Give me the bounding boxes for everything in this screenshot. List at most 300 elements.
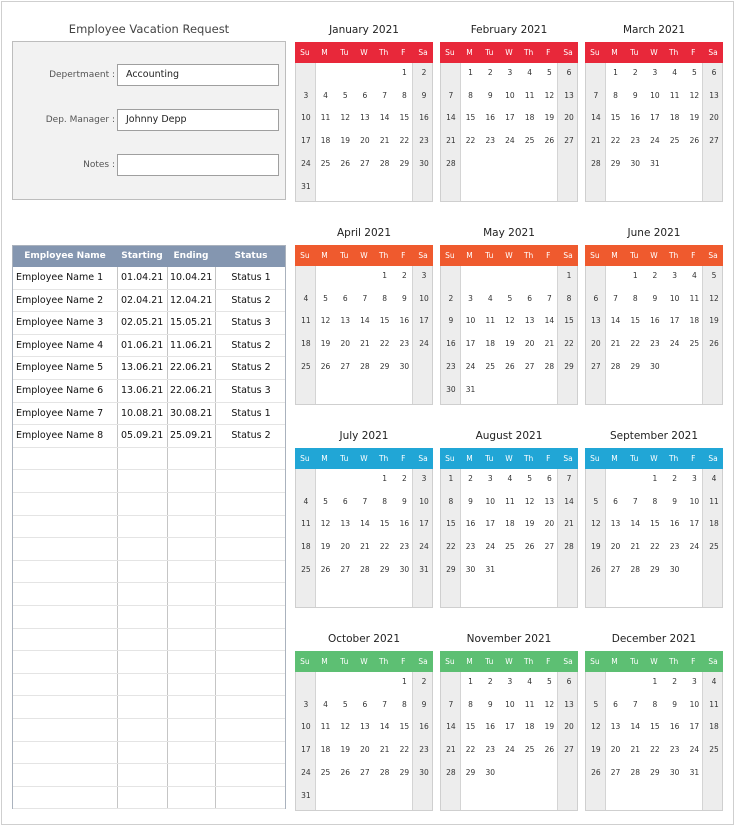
day-cell[interactable]: 31 (301, 181, 311, 191)
day-cell[interactable]: 16 (485, 113, 495, 123)
day-cell[interactable]: 27 (524, 361, 535, 371)
day-cell[interactable]: 4 (303, 293, 309, 303)
day-cell[interactable]: 7 (448, 699, 454, 709)
day-cell[interactable]: 14 (379, 722, 390, 732)
day-cell[interactable]: 21 (360, 339, 370, 349)
day-cell[interactable]: 5 (593, 496, 599, 506)
day-cell[interactable]: 23 (419, 136, 429, 146)
day-cell[interactable]: 26 (320, 564, 331, 574)
day-cell[interactable]: 7 (632, 496, 638, 506)
day-cell[interactable]: 12 (544, 699, 555, 709)
day-cell[interactable]: 30 (465, 564, 476, 574)
day-cell[interactable]: 2 (468, 474, 473, 483)
day-cell[interactable]: 8 (468, 699, 473, 709)
day-cell[interactable]: 1 (468, 68, 473, 77)
day-cell[interactable]: 25 (320, 158, 331, 168)
day-cell[interactable]: 25 (524, 136, 535, 146)
day-cell[interactable]: 10 (419, 293, 429, 303)
day-cell[interactable]: 4 (323, 699, 328, 709)
day-cell[interactable]: 7 (593, 90, 599, 100)
day-cell[interactable]: 9 (401, 293, 407, 303)
day-cell[interactable]: 30 (446, 384, 456, 394)
day-cell[interactable]: 29 (610, 158, 621, 168)
day-cell[interactable]: 29 (446, 564, 456, 574)
day-cell[interactable]: 13 (610, 722, 621, 732)
day-cell[interactable]: 9 (421, 90, 427, 100)
day-cell[interactable]: 25 (320, 767, 331, 777)
day-cell[interactable]: 12 (591, 722, 601, 732)
day-cell[interactable]: 13 (340, 316, 350, 326)
day-cell[interactable]: 8 (632, 293, 638, 303)
day-cell[interactable]: 10 (465, 316, 476, 326)
day-cell[interactable]: 17 (485, 519, 495, 529)
day-cell[interactable]: 9 (487, 699, 493, 709)
day-cell[interactable]: 18 (505, 519, 515, 529)
day-cell[interactable]: 20 (709, 113, 719, 123)
day-cell[interactable]: 22 (446, 542, 456, 552)
day-cell[interactable]: 8 (448, 496, 454, 506)
day-cell[interactable]: 10 (689, 496, 700, 506)
day-cell[interactable]: 26 (544, 136, 555, 146)
day-cell[interactable]: 16 (399, 519, 410, 529)
day-cell[interactable]: 25 (505, 542, 515, 552)
day-cell[interactable]: 30 (399, 361, 410, 371)
day-cell[interactable]: 24 (301, 158, 311, 168)
day-cell[interactable]: 18 (320, 136, 331, 146)
day-cell[interactable]: 24 (505, 745, 515, 755)
day-cell[interactable]: 4 (303, 496, 309, 506)
day-cell[interactable]: 7 (382, 90, 388, 100)
day-cell[interactable]: 7 (382, 699, 388, 709)
day-cell[interactable]: 27 (610, 767, 621, 777)
day-cell[interactable]: 24 (650, 136, 660, 146)
day-cell[interactable]: 31 (465, 384, 476, 394)
day-cell[interactable]: 10 (301, 722, 311, 732)
day-cell[interactable]: 8 (401, 699, 407, 709)
day-cell[interactable]: 7 (362, 496, 368, 506)
day-cell[interactable]: 21 (564, 519, 574, 529)
day-cell[interactable]: 23 (399, 542, 410, 552)
day-cell[interactable]: 22 (630, 339, 640, 349)
day-cell[interactable]: 5 (546, 68, 552, 77)
day-cell[interactable]: 6 (546, 474, 552, 483)
day-cell[interactable]: 30 (669, 564, 680, 574)
day-cell[interactable]: 15 (564, 316, 574, 326)
day-cell[interactable]: 18 (320, 745, 331, 755)
day-cell[interactable]: 9 (487, 90, 493, 100)
day-cell[interactable]: 29 (379, 564, 390, 574)
day-cell[interactable]: 15 (446, 519, 456, 529)
day-cell[interactable]: 25 (301, 564, 311, 574)
day-cell[interactable]: 21 (446, 136, 456, 146)
day-cell[interactable]: 10 (505, 90, 515, 100)
day-cell[interactable]: 8 (382, 496, 388, 506)
day-cell[interactable]: 22 (465, 745, 476, 755)
day-cell[interactable]: 20 (564, 722, 574, 732)
day-cell[interactable]: 28 (630, 564, 640, 574)
day-cell[interactable]: 7 (632, 699, 638, 709)
day-cell[interactable]: 27 (340, 564, 350, 574)
day-cell[interactable]: 29 (630, 361, 640, 371)
day-cell[interactable]: 18 (689, 316, 700, 326)
day-cell[interactable]: 15 (650, 519, 660, 529)
day-cell[interactable]: 13 (340, 519, 350, 529)
day-cell[interactable]: 16 (419, 113, 429, 123)
day-cell[interactable]: 7 (448, 90, 454, 100)
day-cell[interactable]: 29 (650, 767, 660, 777)
day-cell[interactable]: 28 (360, 564, 370, 574)
day-cell[interactable]: 22 (650, 745, 660, 755)
day-cell[interactable]: 4 (711, 474, 717, 483)
day-cell[interactable]: 13 (544, 496, 555, 506)
day-cell[interactable]: 15 (399, 113, 410, 123)
day-cell[interactable]: 28 (564, 542, 574, 552)
day-cell[interactable]: 31 (650, 158, 660, 168)
day-cell[interactable]: 4 (487, 293, 493, 303)
day-cell[interactable]: 11 (485, 316, 495, 326)
day-cell[interactable]: 31 (689, 767, 700, 777)
day-cell[interactable]: 21 (446, 745, 456, 755)
day-cell[interactable]: 14 (564, 496, 574, 506)
day-cell[interactable]: 11 (301, 316, 311, 326)
day-cell[interactable]: 24 (301, 767, 311, 777)
day-cell[interactable]: 24 (485, 542, 495, 552)
day-cell[interactable]: 16 (650, 316, 660, 326)
day-cell[interactable]: 20 (360, 745, 370, 755)
day-cell[interactable]: 2 (421, 68, 427, 77)
day-cell[interactable]: 6 (342, 293, 348, 303)
day-cell[interactable]: 31 (419, 564, 429, 574)
day-cell[interactable]: 4 (711, 677, 717, 686)
day-cell[interactable]: 4 (527, 68, 533, 77)
day-cell[interactable]: 20 (591, 339, 601, 349)
day-cell[interactable]: 28 (379, 158, 390, 168)
day-cell[interactable]: 6 (711, 68, 717, 77)
day-cell[interactable]: 28 (610, 361, 621, 371)
day-cell[interactable]: 4 (323, 90, 328, 100)
day-cell[interactable]: 15 (630, 316, 640, 326)
day-cell[interactable]: 24 (689, 745, 700, 755)
day-cell[interactable]: 2 (448, 293, 454, 303)
day-cell[interactable]: 7 (613, 293, 618, 303)
day-cell[interactable]: 2 (421, 677, 427, 686)
day-cell[interactable]: 14 (610, 316, 621, 326)
day-cell[interactable]: 19 (320, 542, 331, 552)
day-cell[interactable]: 23 (630, 136, 640, 146)
day-cell[interactable]: 15 (465, 722, 476, 732)
day-cell[interactable]: 3 (691, 474, 697, 483)
day-cell[interactable]: 18 (669, 113, 680, 123)
day-cell[interactable]: 30 (399, 564, 410, 574)
day-cell[interactable]: 30 (630, 158, 640, 168)
day-cell[interactable]: 26 (340, 158, 350, 168)
day-cell[interactable]: 20 (340, 339, 350, 349)
day-cell[interactable]: 21 (360, 542, 370, 552)
day-cell[interactable]: 15 (650, 722, 660, 732)
day-cell[interactable]: 21 (379, 136, 390, 146)
day-cell[interactable]: 15 (399, 722, 410, 732)
day-cell[interactable]: 13 (610, 519, 621, 529)
day-cell[interactable]: 24 (669, 339, 680, 349)
day-cell[interactable]: 1 (401, 677, 407, 686)
day-cell[interactable]: 18 (301, 339, 311, 349)
day-cell[interactable]: 15 (465, 113, 476, 123)
day-cell[interactable]: 25 (669, 136, 680, 146)
day-cell[interactable]: 8 (382, 293, 388, 303)
day-cell[interactable]: 3 (468, 293, 473, 303)
day-cell[interactable]: 30 (669, 767, 680, 777)
day-cell[interactable]: 5 (323, 496, 328, 506)
day-cell[interactable]: 18 (301, 542, 311, 552)
day-cell[interactable]: 9 (448, 316, 454, 326)
day-cell[interactable]: 13 (564, 90, 574, 100)
day-cell[interactable]: 26 (591, 564, 601, 574)
day-cell[interactable]: 26 (320, 361, 331, 371)
day-cell[interactable]: 16 (465, 519, 476, 529)
day-cell[interactable]: 12 (320, 519, 331, 529)
day-cell[interactable]: 1 (401, 68, 407, 77)
day-cell[interactable]: 27 (564, 745, 574, 755)
day-cell[interactable]: 29 (564, 361, 574, 371)
day-cell[interactable]: 20 (360, 136, 370, 146)
day-cell[interactable]: 5 (507, 293, 513, 303)
day-cell[interactable]: 24 (419, 339, 429, 349)
day-cell[interactable]: 6 (566, 68, 572, 77)
day-cell[interactable]: 11 (709, 496, 719, 506)
day-cell[interactable]: 23 (419, 745, 429, 755)
day-cell[interactable]: 5 (527, 474, 533, 483)
day-cell[interactable]: 11 (709, 699, 719, 709)
day-cell[interactable]: 19 (340, 136, 350, 146)
day-cell[interactable]: 30 (419, 158, 429, 168)
day-cell[interactable]: 3 (421, 271, 427, 280)
day-cell[interactable]: 17 (505, 113, 515, 123)
day-cell[interactable]: 14 (544, 316, 555, 326)
day-cell[interactable]: 4 (527, 677, 533, 686)
day-cell[interactable]: 16 (419, 722, 429, 732)
day-cell[interactable]: 27 (360, 158, 370, 168)
day-cell[interactable]: 19 (320, 339, 331, 349)
day-cell[interactable]: 11 (320, 113, 331, 123)
day-cell[interactable]: 23 (399, 339, 410, 349)
day-cell[interactable]: 9 (672, 699, 678, 709)
day-cell[interactable]: 8 (566, 293, 572, 303)
day-cell[interactable]: 3 (507, 677, 513, 686)
day-cell[interactable]: 7 (362, 293, 368, 303)
day-cell[interactable]: 22 (650, 542, 660, 552)
day-cell[interactable]: 21 (610, 339, 621, 349)
manager-field[interactable]: Johnny Depp (117, 109, 279, 131)
day-cell[interactable]: 8 (401, 90, 407, 100)
day-cell[interactable]: 26 (505, 361, 515, 371)
day-cell[interactable]: 6 (613, 496, 618, 506)
day-cell[interactable]: 6 (362, 699, 368, 709)
day-cell[interactable]: 9 (421, 699, 427, 709)
day-cell[interactable]: 31 (301, 790, 311, 800)
day-cell[interactable]: 12 (340, 113, 350, 123)
day-cell[interactable]: 5 (546, 677, 552, 686)
day-cell[interactable]: 19 (340, 745, 350, 755)
day-cell[interactable]: 2 (652, 271, 658, 280)
day-cell[interactable]: 29 (379, 361, 390, 371)
day-cell[interactable]: 21 (379, 745, 390, 755)
day-cell[interactable]: 17 (689, 519, 700, 529)
day-cell[interactable]: 27 (610, 564, 621, 574)
day-cell[interactable]: 8 (652, 496, 658, 506)
day-cell[interactable]: 3 (303, 699, 309, 709)
day-cell[interactable]: 24 (505, 136, 515, 146)
day-cell[interactable]: 23 (485, 745, 495, 755)
day-cell[interactable]: 29 (399, 158, 410, 168)
day-cell[interactable]: 11 (689, 293, 700, 303)
day-cell[interactable]: 18 (524, 722, 535, 732)
notes-field[interactable] (117, 154, 279, 176)
day-cell[interactable]: 30 (419, 767, 429, 777)
day-cell[interactable]: 19 (505, 339, 515, 349)
day-cell[interactable]: 5 (593, 699, 599, 709)
day-cell[interactable]: 2 (672, 474, 678, 483)
day-cell[interactable]: 27 (591, 361, 601, 371)
day-cell[interactable]: 27 (709, 136, 719, 146)
day-cell[interactable]: 21 (544, 339, 555, 349)
day-cell[interactable]: 10 (689, 699, 700, 709)
day-cell[interactable]: 16 (446, 339, 456, 349)
day-cell[interactable]: 17 (301, 136, 311, 146)
day-cell[interactable]: 12 (689, 90, 700, 100)
day-cell[interactable]: 12 (591, 519, 601, 529)
day-cell[interactable]: 4 (672, 68, 678, 77)
day-cell[interactable]: 7 (566, 474, 572, 483)
day-cell[interactable]: 14 (446, 113, 456, 123)
day-cell[interactable]: 9 (401, 496, 407, 506)
day-cell[interactable]: 2 (487, 677, 493, 686)
day-cell[interactable]: 16 (669, 519, 680, 529)
day-cell[interactable]: 5 (711, 271, 717, 280)
day-cell[interactable]: 19 (544, 722, 555, 732)
day-cell[interactable]: 28 (379, 767, 390, 777)
day-cell[interactable]: 12 (524, 496, 535, 506)
day-cell[interactable]: 9 (672, 496, 678, 506)
day-cell[interactable]: 5 (342, 90, 348, 100)
day-cell[interactable]: 27 (360, 767, 370, 777)
day-cell[interactable]: 27 (564, 136, 574, 146)
day-cell[interactable]: 29 (399, 767, 410, 777)
day-cell[interactable]: 16 (669, 722, 680, 732)
day-cell[interactable]: 28 (446, 767, 456, 777)
day-cell[interactable]: 26 (524, 542, 535, 552)
day-cell[interactable]: 17 (669, 316, 680, 326)
day-cell[interactable]: 19 (591, 745, 601, 755)
day-cell[interactable]: 25 (709, 745, 719, 755)
day-cell[interactable]: 3 (487, 474, 493, 483)
day-cell[interactable]: 2 (632, 68, 638, 77)
day-cell[interactable]: 11 (320, 722, 331, 732)
day-cell[interactable]: 13 (591, 316, 601, 326)
day-cell[interactable]: 28 (360, 361, 370, 371)
day-cell[interactable]: 19 (709, 316, 719, 326)
day-cell[interactable]: 25 (709, 542, 719, 552)
day-cell[interactable]: 20 (610, 542, 621, 552)
day-cell[interactable]: 22 (399, 745, 410, 755)
day-cell[interactable]: 13 (564, 699, 574, 709)
day-cell[interactable]: 24 (465, 361, 476, 371)
day-cell[interactable]: 1 (613, 68, 618, 77)
day-cell[interactable]: 18 (485, 339, 495, 349)
day-cell[interactable]: 18 (524, 113, 535, 123)
day-cell[interactable]: 18 (709, 519, 719, 529)
day-cell[interactable]: 14 (379, 113, 390, 123)
day-cell[interactable]: 26 (544, 745, 555, 755)
day-cell[interactable]: 10 (485, 496, 495, 506)
day-cell[interactable]: 12 (320, 316, 331, 326)
day-cell[interactable]: 1 (448, 474, 454, 483)
day-cell[interactable]: 20 (610, 745, 621, 755)
day-cell[interactable]: 2 (487, 68, 493, 77)
day-cell[interactable]: 3 (303, 90, 309, 100)
day-cell[interactable]: 14 (446, 722, 456, 732)
day-cell[interactable]: 15 (610, 113, 621, 123)
day-cell[interactable]: 14 (630, 519, 640, 529)
day-cell[interactable]: 4 (507, 474, 513, 483)
day-cell[interactable]: 6 (362, 90, 368, 100)
day-cell[interactable]: 22 (399, 136, 410, 146)
day-cell[interactable]: 11 (524, 699, 535, 709)
day-cell[interactable]: 15 (379, 316, 390, 326)
day-cell[interactable]: 31 (485, 564, 495, 574)
day-cell[interactable]: 16 (399, 316, 410, 326)
day-cell[interactable]: 12 (340, 722, 350, 732)
day-cell[interactable]: 12 (505, 316, 515, 326)
day-cell[interactable]: 17 (465, 339, 476, 349)
day-cell[interactable]: 25 (689, 339, 700, 349)
day-cell[interactable]: 17 (419, 519, 429, 529)
day-cell[interactable]: 16 (630, 113, 640, 123)
day-cell[interactable]: 22 (379, 542, 390, 552)
day-cell[interactable]: 19 (544, 113, 555, 123)
day-cell[interactable]: 9 (468, 496, 473, 506)
day-cell[interactable]: 25 (524, 745, 535, 755)
day-cell[interactable]: 21 (630, 542, 640, 552)
day-cell[interactable]: 2 (401, 474, 407, 483)
day-cell[interactable]: 23 (669, 542, 680, 552)
day-cell[interactable]: 18 (709, 722, 719, 732)
day-cell[interactable]: 10 (650, 90, 660, 100)
day-cell[interactable]: 8 (613, 90, 618, 100)
day-cell[interactable]: 20 (544, 519, 555, 529)
day-cell[interactable]: 11 (669, 90, 680, 100)
day-cell[interactable]: 11 (301, 519, 311, 529)
day-cell[interactable]: 12 (544, 90, 555, 100)
day-cell[interactable]: 28 (630, 767, 640, 777)
day-cell[interactable]: 10 (419, 496, 429, 506)
day-cell[interactable]: 29 (465, 767, 476, 777)
day-cell[interactable]: 6 (527, 293, 533, 303)
day-cell[interactable]: 25 (485, 361, 495, 371)
day-cell[interactable]: 6 (613, 699, 618, 709)
day-cell[interactable]: 26 (340, 767, 350, 777)
day-cell[interactable]: 23 (485, 136, 495, 146)
day-cell[interactable]: 6 (566, 677, 572, 686)
day-cell[interactable]: 21 (591, 136, 601, 146)
day-cell[interactable]: 1 (382, 271, 388, 280)
day-cell[interactable]: 22 (379, 339, 390, 349)
department-field[interactable]: Accounting (117, 64, 279, 86)
day-cell[interactable]: 3 (507, 68, 513, 77)
day-cell[interactable]: 10 (505, 699, 515, 709)
day-cell[interactable]: 5 (342, 699, 348, 709)
day-cell[interactable]: 2 (672, 677, 678, 686)
day-cell[interactable]: 26 (591, 767, 601, 777)
